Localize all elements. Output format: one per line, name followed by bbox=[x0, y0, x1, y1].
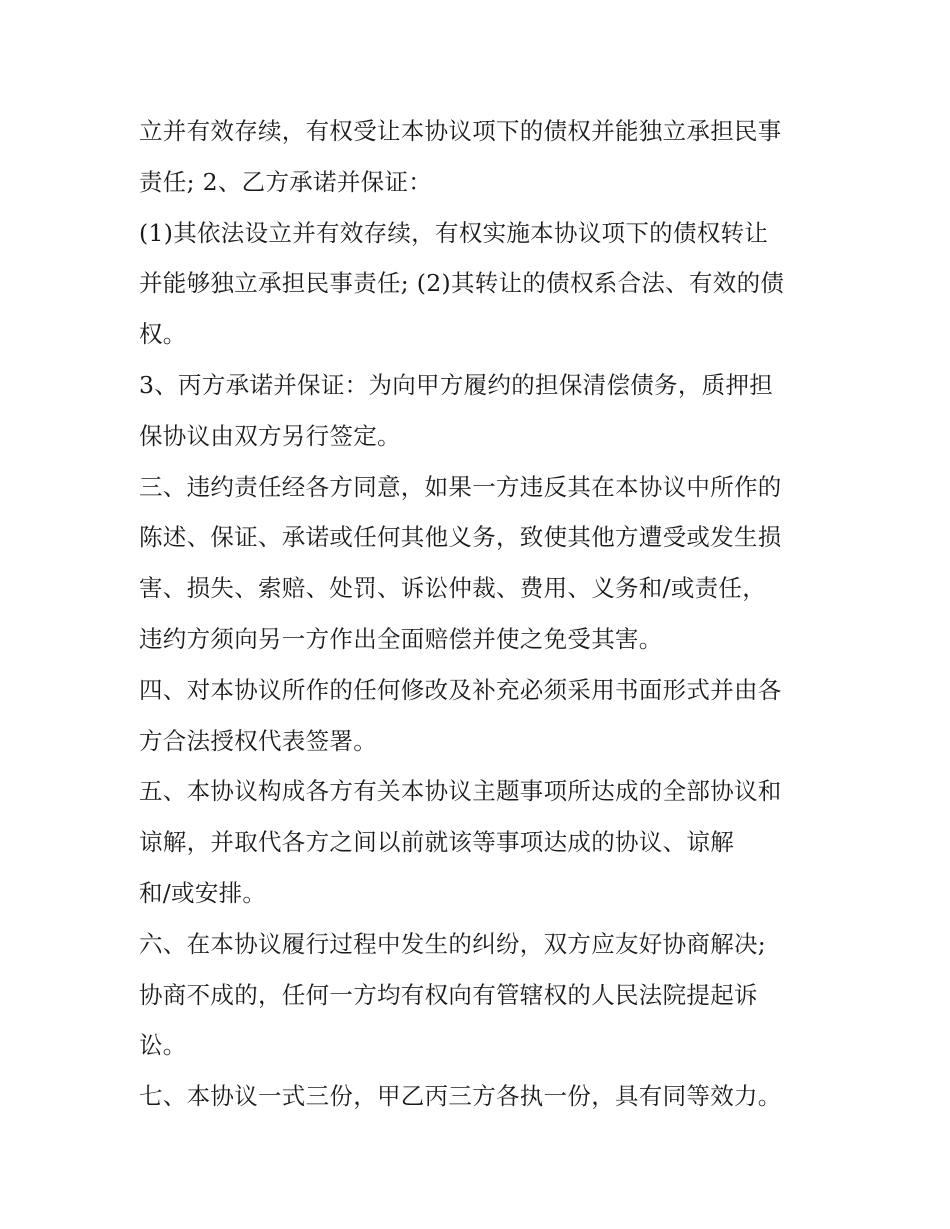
text-line: 责任; 2、乙方承诺并保证： bbox=[139, 167, 433, 196]
text-line: 七、本协议一式三份，甲乙丙三方各执一份，具有同等效力。 bbox=[139, 1082, 782, 1111]
text-line: 四、对本协议所作的任何修改及补充必须采用书面形式并由各 bbox=[139, 675, 782, 704]
text-line: 权。 bbox=[139, 320, 187, 349]
text-line: 和/或安排。 bbox=[139, 878, 267, 907]
text-line: 3、丙方承诺并保证：为向甲方履约的担保清偿债务，质押担 bbox=[139, 370, 774, 399]
text-line: 立并有效存续，有权受让本协议项下的债权并能独立承担民事 bbox=[139, 117, 782, 145]
text-line: 保协议由双方另行签定。 bbox=[139, 421, 401, 450]
text-line: 谅解，并取代各方之间以前就该等事项达成的协议、谅解 bbox=[139, 828, 734, 857]
text-line: 害、损失、索赔、处罚、诉讼仲裁、费用、义务和/或责任， bbox=[139, 574, 767, 603]
text-line: 三、违约责任经各方同意，如果一方违反其在本协议中所作的 bbox=[139, 472, 782, 501]
text-line: (1)其依法设立并有效存续，有权实施本协议项下的债权转让 bbox=[139, 218, 769, 247]
text-line: 六、在本协议履行过程中发生的纠纷，双方应友好协商解决; bbox=[139, 929, 767, 958]
document-body bbox=[139, 106, 819, 1122]
text-line: 五、本协议构成各方有关本协议主题事项所达成的全部协议和 bbox=[139, 777, 782, 806]
text-line: 并能够独立承担民事责任; (2)其转让的债权系合法、有效的债 bbox=[139, 269, 785, 298]
text-line: 方合法授权代表签署。 bbox=[139, 726, 377, 755]
text-line: 讼。 bbox=[139, 1031, 187, 1060]
text-line: 协商不成的，任何一方均有权向有管辖权的人民法院提起诉 bbox=[139, 980, 758, 1009]
text-line: 陈述、保证、承诺或任何其他义务，致使其他方遭受或发生损 bbox=[139, 523, 782, 552]
text-line: 违约方须向另一方作出全面赔偿并使之免受其害。 bbox=[139, 624, 663, 653]
